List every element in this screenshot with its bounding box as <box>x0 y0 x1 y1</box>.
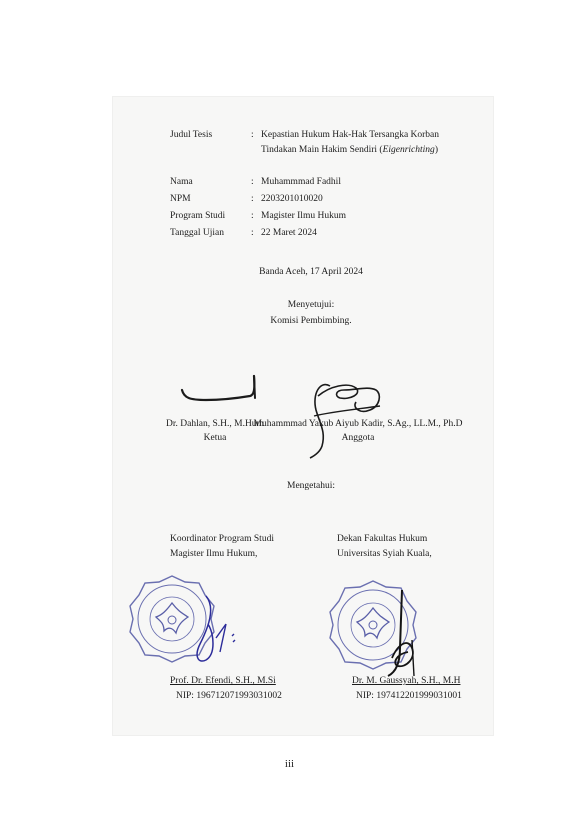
advisor-member-name: Muhammmad Yakub Aiyub Kadir, S.Ag., LL.M., Ph.D <box>253 419 463 429</box>
colon: : <box>251 228 254 238</box>
advisor-chair-name: Dr. Dahlan, S.H., M.Hum <box>166 419 264 429</box>
coordinator-name: Prof. Dr. Efendi, S.H., M.Si <box>170 676 276 686</box>
dean-university: Universitas Syiah Kuala, <box>337 549 432 559</box>
field-value-program-studi: Magister Ilmu Hukum <box>261 211 346 221</box>
field-value-nama: Muhammmad Fadhil <box>261 177 341 187</box>
field-label-nama: Nama <box>170 177 193 187</box>
field-value-tanggal-ujian: 22 Maret 2024 <box>261 228 317 238</box>
advisor-chair-signature <box>176 370 266 408</box>
dean-name: Dr. M. Gaussyah, S.H., M.H <box>352 676 461 686</box>
coordinator-program: Magister Ilmu Hukum, <box>170 549 258 559</box>
advisor-chair-role: Ketua <box>203 433 227 443</box>
field-value-npm: 2203201010020 <box>261 194 323 204</box>
advisor-member-role: Anggota <box>341 433 375 443</box>
field-label-program-studi: Program Studi <box>170 211 226 221</box>
coordinator-position: Koordinator Program Studi <box>170 534 274 544</box>
colon: : <box>251 130 254 140</box>
colon: : <box>251 194 254 204</box>
advisor-member-signature <box>290 376 390 460</box>
field-label-tanggal-ujian: Tanggal Ujian <box>170 228 224 238</box>
colon: : <box>251 177 254 187</box>
approval-heading: Menyetujui: <box>287 300 335 310</box>
dean-signature <box>378 588 428 680</box>
thesis-title-label: Judul Tesis <box>170 130 213 140</box>
place-date: Banda Aceh, 17 April 2024 <box>259 267 363 277</box>
dean-position: Dekan Fakultas Hukum <box>337 534 428 544</box>
coordinator-nip: NIP: 196712071993031002 <box>176 691 282 701</box>
colon: : <box>251 211 254 221</box>
dean-nip: NIP: 197412201999031001 <box>356 691 462 701</box>
page-number: iii <box>284 758 295 770</box>
coordinator-signature <box>186 594 246 676</box>
acknowledged-heading: Mengetahui: <box>286 481 336 491</box>
thesis-title-line1: Kepastian Hukum Hak-Hak Tersangka Korban <box>261 130 440 140</box>
thesis-title-line2: Tindakan Main Hakim Sendiri (Eigenrichting) <box>261 145 438 155</box>
committee-label: Komisi Pembimbing. <box>270 316 352 326</box>
field-label-npm: NPM <box>170 194 191 204</box>
